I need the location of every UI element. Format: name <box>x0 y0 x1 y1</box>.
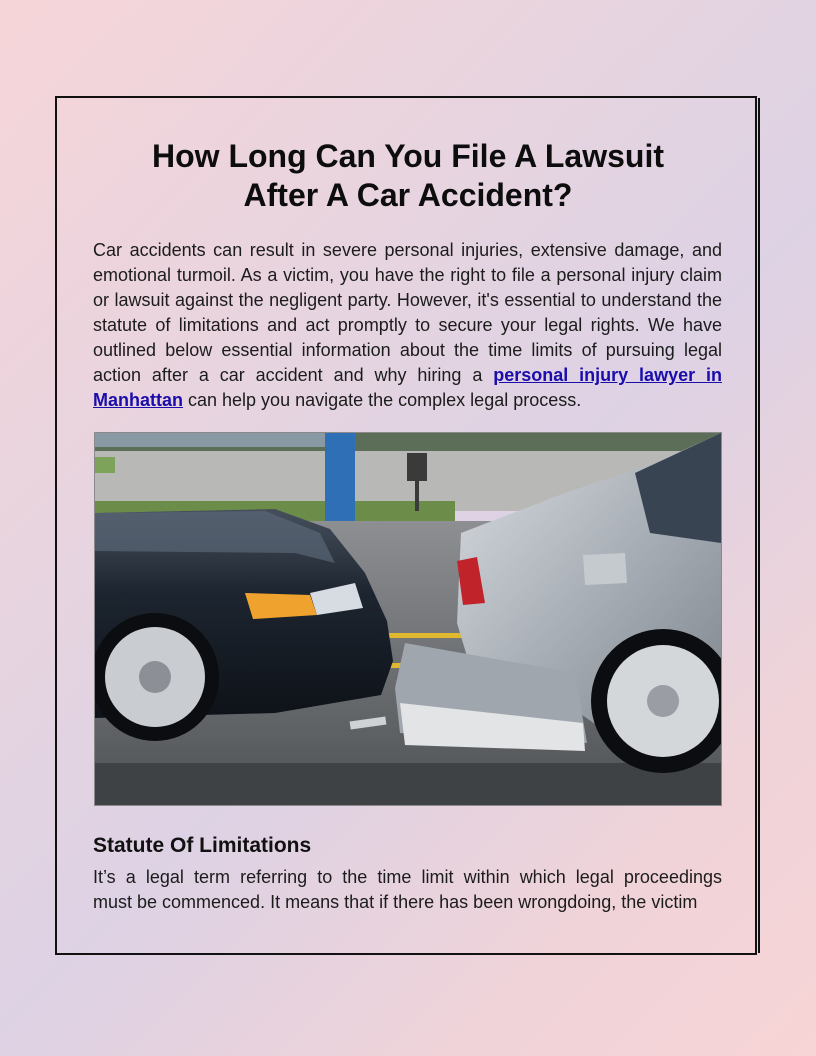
intro-paragraph <box>93 238 722 413</box>
personal-injury-lawyer-link[interactable]: personal injury lawyer in Manhattan <box>93 365 722 410</box>
car-accident-photo <box>94 432 722 806</box>
title-line-2: After A Car Accident? <box>243 177 573 213</box>
intro-text-after-link: can help you navigate the complex legal process. <box>183 390 582 410</box>
section-text-line-2: must be commenced. It means that if there has been wrongdoing, the victim <box>93 892 698 912</box>
section-text-line-1: It’s a legal term referring to the time limit within which legal proceedings <box>93 867 722 887</box>
page-title <box>95 137 721 215</box>
section-paragraph <box>93 865 722 915</box>
intro-text-before-link: Car accidents can result in severe personal injuries, extensive damage, and emotional turmoil. As a victim, you have the right to file a personal injury claim or lawsuit against the negligent party. However, it's essential to understand the statute of limitations and act promptly to secure your legal rights. We have outlined below essential information about the time limits of pursuing legal action after a car accident and why hiring a <box>93 240 722 385</box>
title-line-1: How Long Can You File A Lawsuit <box>152 138 664 174</box>
section-heading: Statute Of Limitations <box>93 834 312 857</box>
